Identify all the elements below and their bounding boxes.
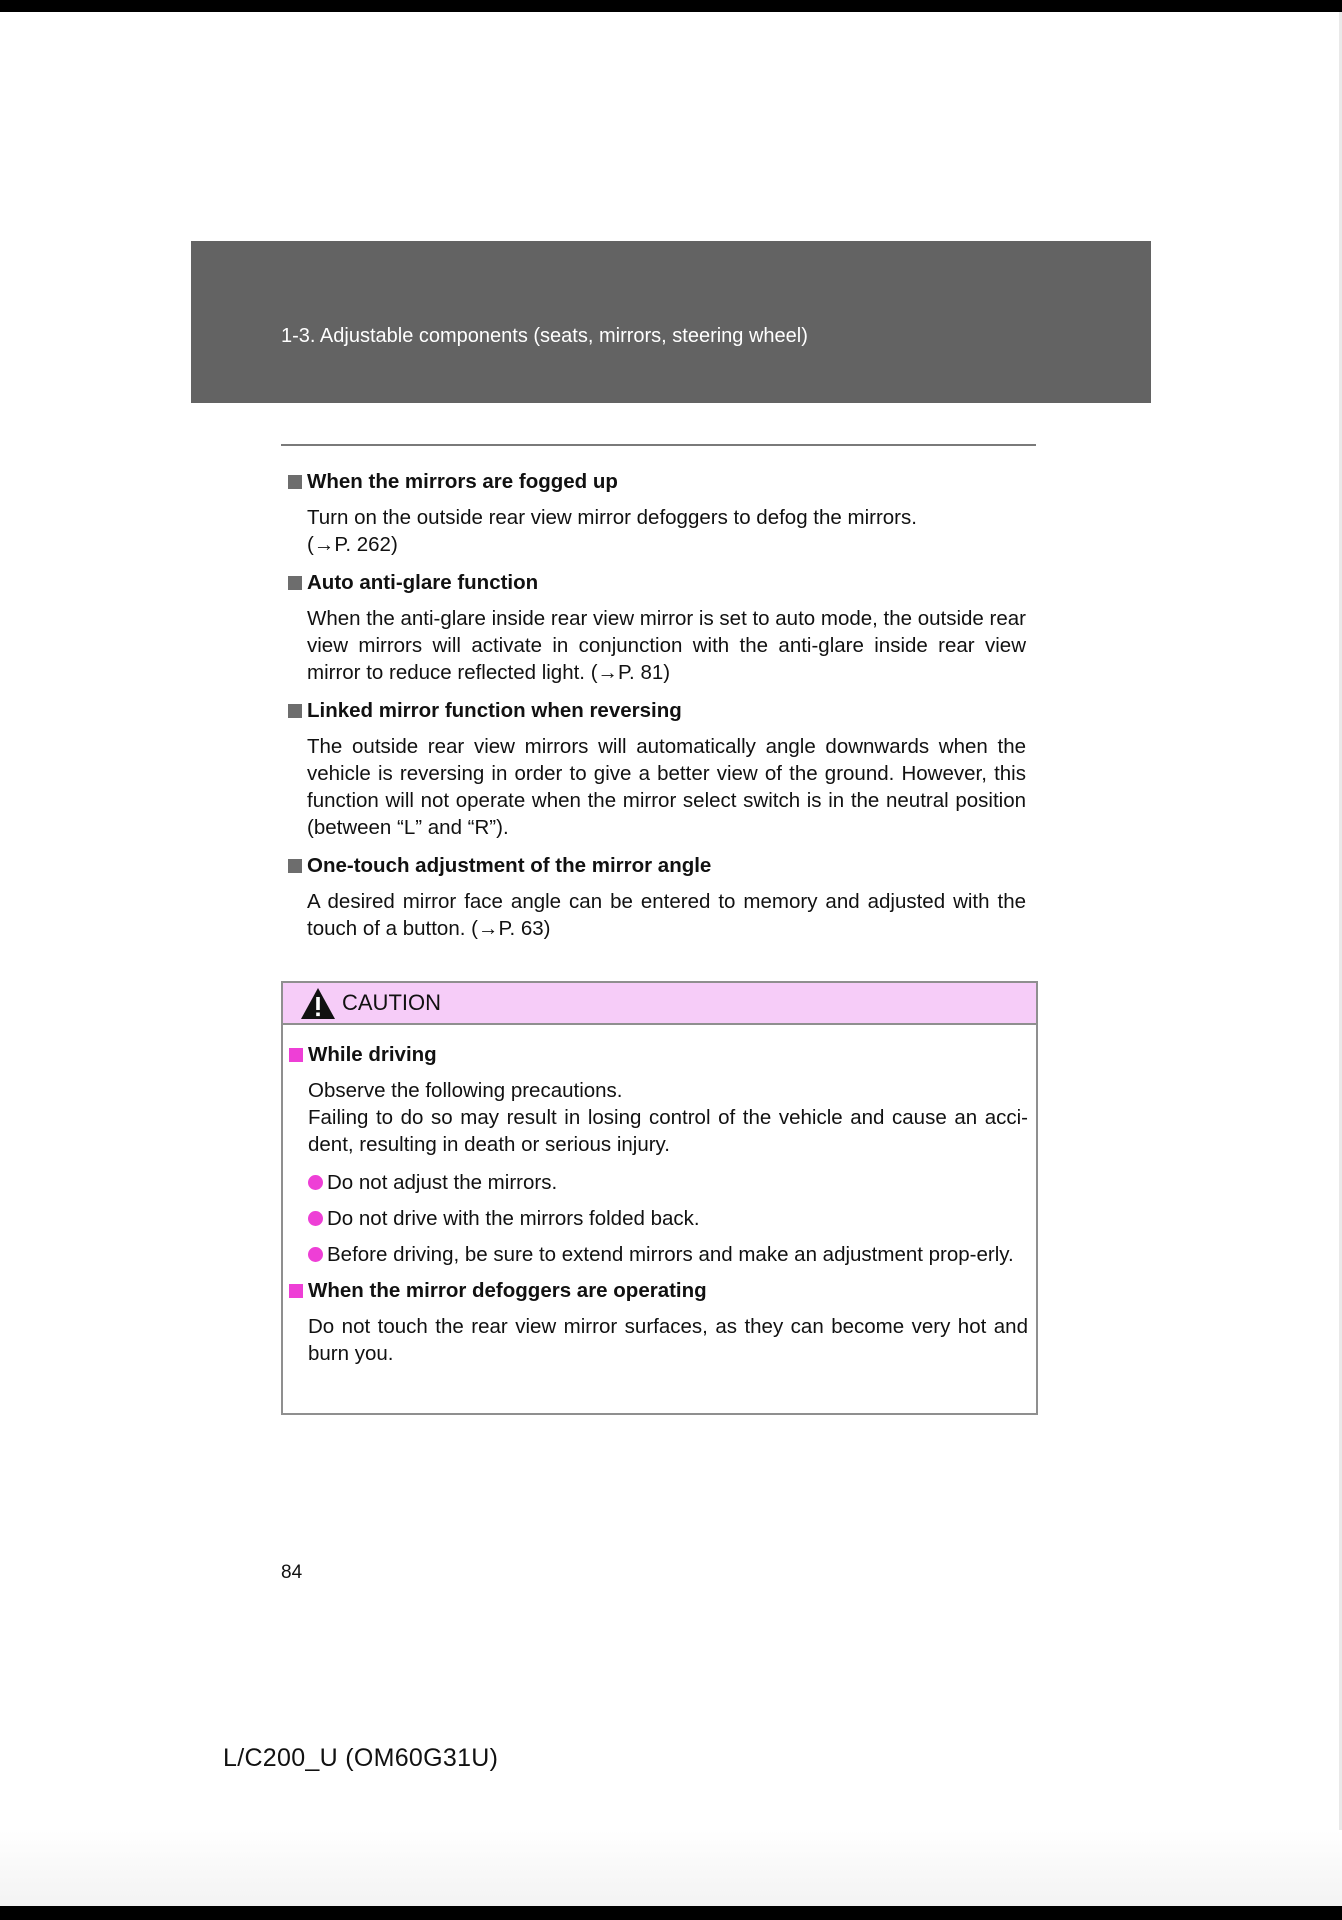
gray-square-marker-icon bbox=[288, 704, 302, 718]
section-paragraph-reversing: The outside rear view mirrors will automatically angle downwards when the vehicle is reversing in order to give a better view of the ground. However, this function will not operate when the mirror select switch is in the neutral position (between “L” and “R”). bbox=[307, 735, 1026, 839]
section-heading-text: Auto anti-glare function bbox=[307, 571, 539, 594]
warning-triangle-icon bbox=[300, 987, 336, 1020]
pink-bullet-icon bbox=[308, 1175, 323, 1190]
paragraph-line: Failing to do so may result in losing control of the vehicle and cause an acci-dent, resulting in death or serious injury. bbox=[308, 1106, 1028, 1156]
pink-square-marker-icon bbox=[289, 1048, 303, 1062]
caution-heading-defoggers bbox=[289, 1277, 1028, 1304]
main-content bbox=[288, 468, 1026, 953]
top-black-bar bbox=[0, 0, 1342, 12]
caution-title: CAUTION bbox=[342, 990, 441, 1015]
bottom-shade bbox=[0, 1830, 1342, 1906]
section-paragraph-fogged bbox=[307, 504, 1026, 558]
document-code: L/C200_U (OM60G31U) bbox=[223, 1744, 499, 1772]
header-rule bbox=[281, 444, 1036, 446]
caution-bullet bbox=[308, 1169, 1028, 1196]
bullet-text: Do not drive with the mirrors folded back. bbox=[327, 1207, 700, 1230]
caution-paragraph-while-driving bbox=[308, 1077, 1028, 1158]
caution-paragraph-defoggers: Do not touch the rear view mirror surfaces, as they can become very hot and burn you. bbox=[308, 1315, 1028, 1365]
gray-square-marker-icon bbox=[288, 859, 302, 873]
chapter-title: 1-3. Adjustable components (seats, mirrors, steering wheel) bbox=[281, 325, 808, 347]
pink-bullet-icon bbox=[308, 1247, 323, 1262]
caution-bullet bbox=[308, 1241, 1028, 1268]
paragraph-line: Observe the following precautions. bbox=[308, 1079, 623, 1102]
section-paragraph-one-touch: A desired mirror face angle can be entered to memory and adjusted with the touch of a button. (→P. 63) bbox=[307, 890, 1026, 940]
paragraph-line: Turn on the outside rear view mirror defoggers to defog the mirrors. bbox=[307, 506, 917, 529]
gray-square-marker-icon bbox=[288, 576, 302, 590]
bullet-text: Before driving, be sure to extend mirrors and make an adjustment prop-erly. bbox=[327, 1243, 1014, 1266]
page-reference: (→P. 262) bbox=[307, 533, 398, 556]
caution-header bbox=[283, 983, 1036, 1025]
page-number: 84 bbox=[281, 1562, 303, 1583]
caution-heading-text: While driving bbox=[308, 1043, 437, 1066]
section-paragraph-anti-glare: When the anti-glare inside rear view mirror is set to auto mode, the outside rear view mirrors will activate in conjunction with the anti-glare inside rear view mirror to reduce reflected light. (→P. 81) bbox=[307, 607, 1026, 684]
bottom-black-bar bbox=[0, 1906, 1342, 1920]
section-heading-fogged bbox=[288, 468, 1026, 495]
caution-bullet bbox=[308, 1205, 1028, 1232]
pink-bullet-icon bbox=[308, 1211, 323, 1226]
gray-square-marker-icon bbox=[288, 475, 302, 489]
section-heading-text: When the mirrors are fogged up bbox=[307, 470, 618, 493]
chapter-header-band bbox=[191, 241, 1151, 403]
caution-heading-text: When the mirror defoggers are operating bbox=[308, 1279, 707, 1302]
caution-body bbox=[283, 1025, 1036, 1367]
section-heading-text: Linked mirror function when reversing bbox=[307, 699, 682, 722]
bullet-text: Do not adjust the mirrors. bbox=[327, 1171, 558, 1194]
pink-square-marker-icon bbox=[289, 1284, 303, 1298]
section-heading-reversing bbox=[288, 697, 1026, 724]
caution-heading-while-driving bbox=[289, 1041, 1028, 1068]
section-heading-anti-glare bbox=[288, 569, 1026, 596]
section-heading-one-touch bbox=[288, 852, 1026, 879]
caution-box bbox=[281, 981, 1038, 1415]
section-heading-text: One-touch adjustment of the mirror angle bbox=[307, 854, 712, 877]
